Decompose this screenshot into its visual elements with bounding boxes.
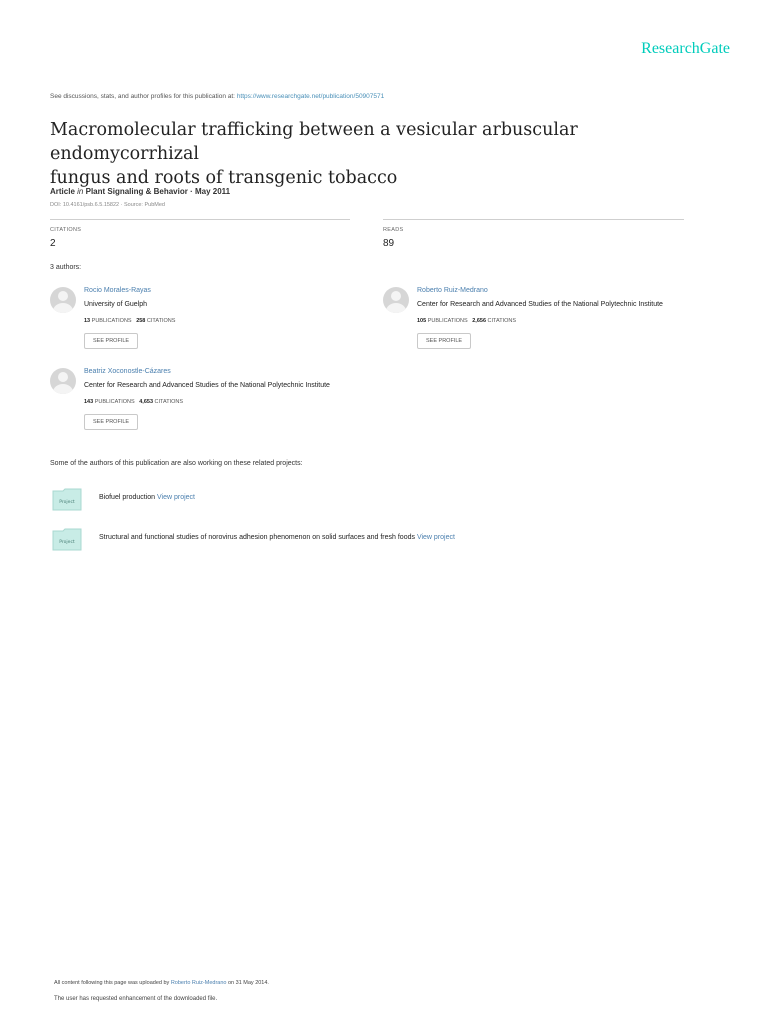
see-profile-button[interactable]: SEE PROFILE — [417, 333, 471, 349]
doi-line: DOI: 10.4161/psb.6.5.15822 · Source: PubMed — [50, 202, 165, 208]
project-icon — [52, 487, 82, 509]
uploader-link[interactable]: Roberto Ruiz-Medrano — [170, 980, 227, 986]
author-citations-label: CITATIONS — [154, 399, 184, 405]
author-publications-label: PUBLICATIONS — [91, 318, 132, 324]
citations-divider — [50, 219, 350, 220]
paper-title — [50, 118, 730, 190]
see-profile-button[interactable]: SEE PROFILE — [84, 333, 138, 349]
see-discussions-text: See discussions, stats, and author profiles for this publication at: — [50, 93, 235, 100]
citations-label: CITATIONS — [50, 227, 82, 233]
project-icon-label: Project — [59, 540, 75, 545]
article-type: Article — [50, 187, 75, 196]
author-institution: Center for Research and Advanced Studies of the National Polytechnic Institute — [417, 301, 663, 308]
author-publications-label: PUBLICATIONS — [94, 399, 135, 405]
author-citations-count: 4,653 — [139, 399, 154, 405]
see-discussions-line — [50, 93, 384, 100]
citations-count: 2 — [50, 238, 56, 249]
project-icon-label: Project — [59, 500, 75, 505]
author-name-link[interactable]: Rocio Morales-Rayas — [84, 287, 151, 294]
author-publications-label: PUBLICATIONS — [427, 318, 468, 324]
project-name: Biofuel production — [99, 494, 156, 501]
author-publications-count: 105 — [417, 318, 427, 324]
paper-title-line-1: Macromolecular trafficking between a vesicular arbuscular endomycorrhizal — [50, 120, 578, 164]
see-profile-button[interactable]: SEE PROFILE — [84, 414, 138, 430]
publication-url-link[interactable]: https://www.researchgate.net/publication/50907571 — [236, 93, 385, 100]
reads-divider — [383, 219, 684, 220]
in-word: in — [77, 187, 84, 196]
researchgate-logo[interactable]: ResearchGate — [641, 40, 730, 57]
reads-count: 89 — [383, 238, 395, 249]
author-citations-count: 258 — [136, 318, 146, 324]
project-item — [99, 534, 455, 541]
view-project-link[interactable]: View project — [416, 534, 455, 541]
author-name-link[interactable]: Beatriz Xoconostle-Cázares — [84, 368, 171, 375]
author-publications-count: 13 — [84, 318, 91, 324]
reads-label: READS — [383, 227, 404, 233]
upload-note — [54, 980, 269, 986]
project-item — [99, 494, 195, 501]
upload-note-prefix: All content following this page was uploaded by — [54, 980, 170, 986]
author-citations-count: 2,656 — [472, 318, 487, 324]
author-avatar-icon[interactable] — [50, 368, 76, 394]
authors-heading: 3 authors: — [50, 264, 82, 271]
author-citations-label: CITATIONS — [146, 318, 176, 324]
paper-meta — [50, 187, 230, 196]
view-project-link[interactable]: View project — [157, 494, 196, 501]
author-name-link[interactable]: Roberto Ruiz-Medrano — [417, 287, 488, 294]
project-name: Structural and functional studies of norovirus adhesion phenomenon on solid surfaces and fresh foods — [99, 534, 415, 541]
upload-note-suffix: on 31 May 2014. — [227, 980, 269, 986]
related-projects-heading: Some of the authors of this publication are also working on these related projects: — [50, 460, 303, 467]
author-publications-count: 143 — [84, 399, 94, 405]
enhancement-note: The user has requested enhancement of the downloaded file. — [54, 996, 218, 1002]
author-citations-label: CITATIONS — [487, 318, 517, 324]
author-stats — [417, 318, 516, 324]
author-avatar-icon[interactable] — [50, 287, 76, 313]
author-stats — [84, 318, 175, 324]
journal-link[interactable]: Plant Signaling & Behavior · May 2011 — [85, 187, 231, 196]
project-icon — [52, 527, 82, 549]
author-avatar-icon[interactable] — [383, 287, 409, 313]
paper-title-line-2: fungus and roots of transgenic tobacco — [50, 168, 398, 188]
author-stats — [84, 399, 183, 405]
author-institution: Center for Research and Advanced Studies of the National Polytechnic Institute — [84, 382, 330, 389]
author-institution: University of Guelph — [84, 301, 148, 308]
